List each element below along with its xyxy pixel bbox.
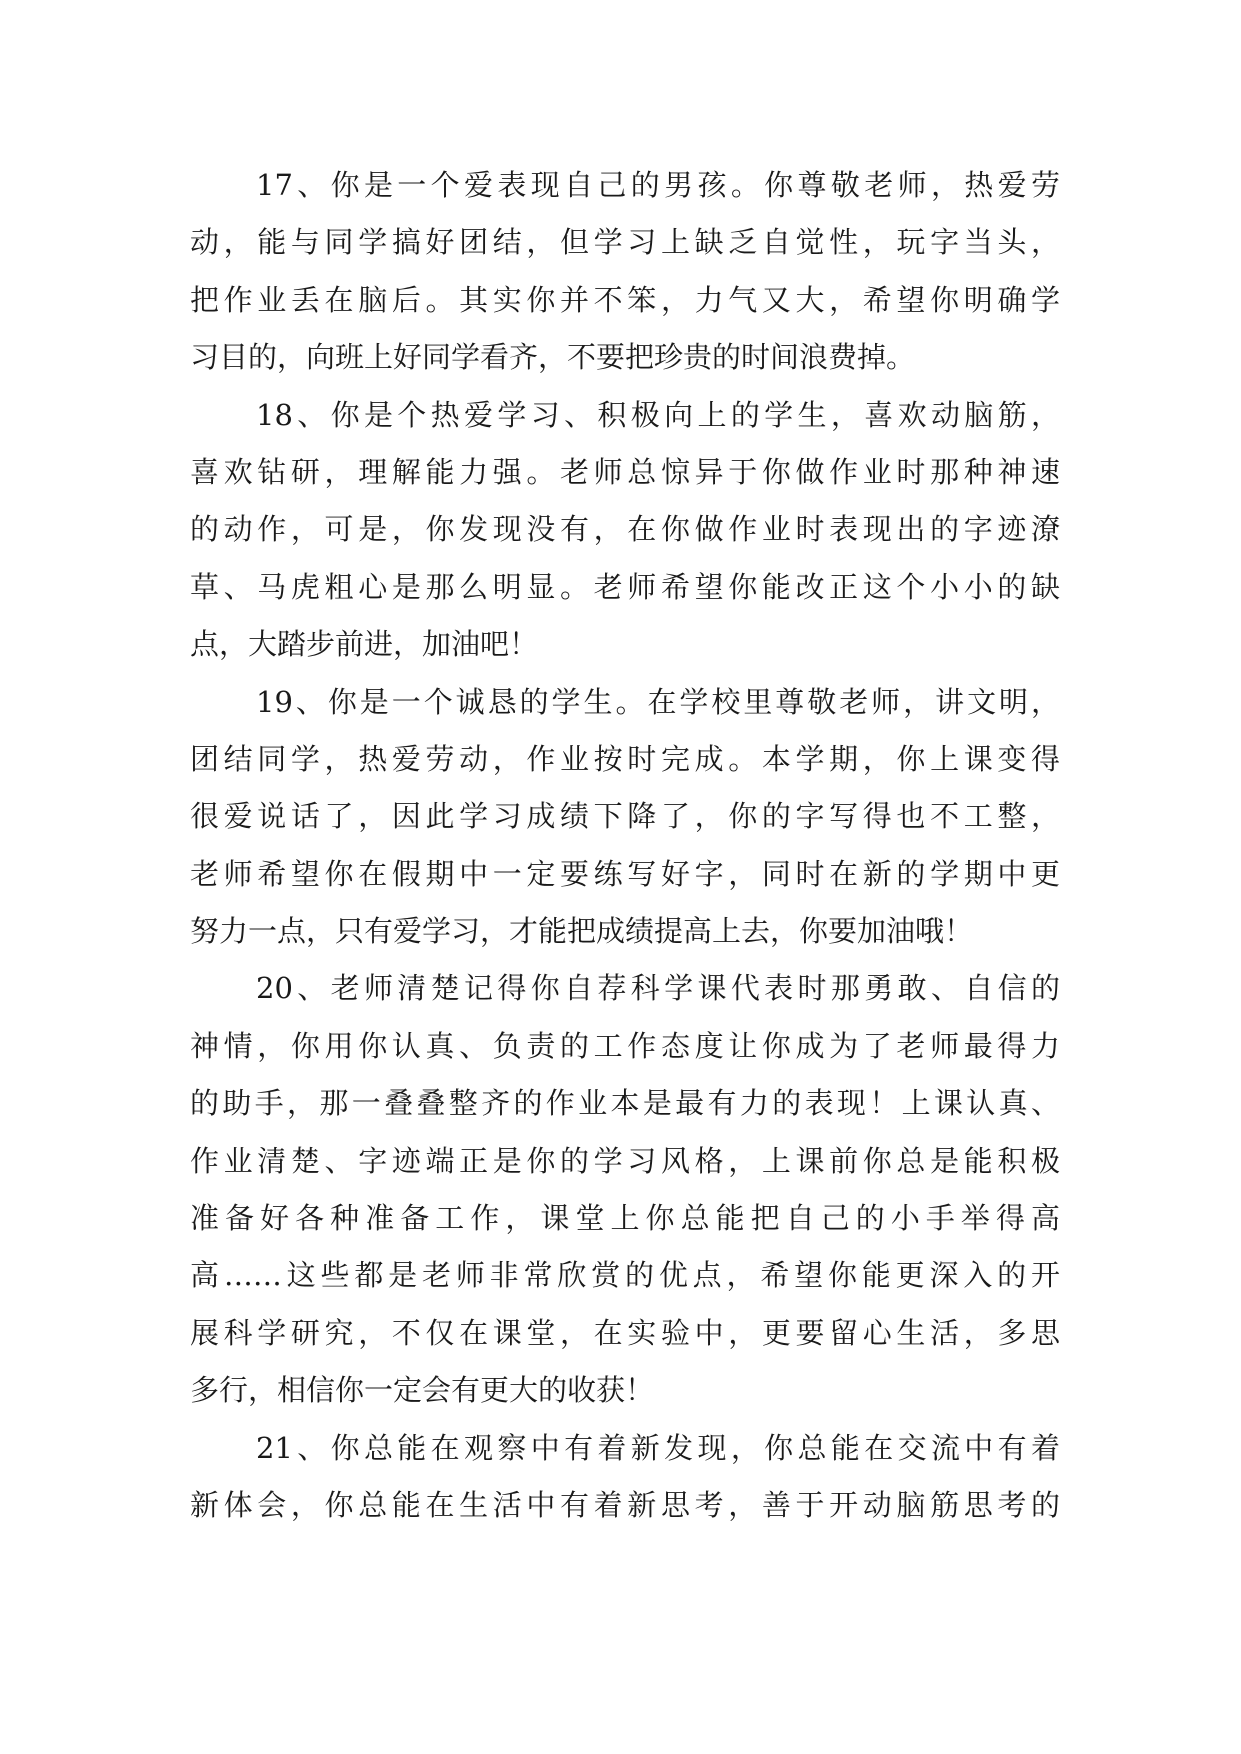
text-line: 神情，你用你认真、负责的工作态度让你成为了老师最得力 — [190, 1028, 1060, 1063]
text-line: 20、老师清楚记得你自荐科学课代表时那勇敢、自信的 — [256, 971, 1060, 1006]
text-line: 作业清楚、字迹端正是你的学习风格，上课前你总是能积极 — [190, 1143, 1060, 1178]
text-line: 喜欢钻研，理解能力强。老师总惊异于你做作业时那种神速 — [190, 454, 1060, 489]
text-line: 准备好各种准备工作，课堂上你总能把自己的小手举得高 — [190, 1201, 1060, 1236]
text-line: 老师希望你在假期中一定要练写好字，同时在新的学期中更 — [190, 856, 1060, 891]
paragraph-17 — [190, 157, 1060, 387]
text-line: 19、你是一个诚恳的学生。在学校里尊敬老师，讲文明， — [256, 684, 1060, 719]
text-line: 展科学研究，不仅在课堂，在实验中，更要留心生活，多思 — [190, 1315, 1060, 1350]
text-line: 的助手，那一叠叠整齐的作业本是最有力的表现！上课认真、 — [190, 1086, 1060, 1121]
document-body — [190, 157, 1060, 1534]
text-line: 习目的，向班上好同学看齐，不要把珍贵的时间浪费掉。 — [190, 340, 916, 375]
text-line: 努力一点，只有爱学习，才能把成绩提高上去，你要加油哦！ — [190, 914, 974, 949]
paragraph-20 — [190, 960, 1060, 1419]
text-line: 草、马虎粗心是那么明显。老师希望你能改正这个小小的缺 — [190, 569, 1060, 604]
text-line: 新体会，你总能在生活中有着新思考，善于开动脑筋思考的 — [190, 1487, 1060, 1522]
paragraph-19 — [190, 674, 1060, 961]
text-line: 17、你是一个爱表现自己的男孩。你尊敬老师，热爱劳 — [256, 168, 1060, 202]
text-line: 点，大踏步前进，加油吧！ — [190, 627, 539, 662]
text-line: 动，能与同学搞好团结，但学习上缺乏自觉性，玩字当头， — [190, 225, 1060, 260]
text-line: 团结同学，热爱劳动，作业按时完成。本学期，你上课变得 — [190, 741, 1060, 776]
text-line: 很爱说话了，因此学习成绩下降了，你的字写得也不工整， — [190, 799, 1060, 834]
paragraph-21 — [190, 1420, 1060, 1535]
text-line: 多行，相信你一定会有更大的收获！ — [190, 1373, 655, 1408]
text-line: 把作业丢在脑后。其实你并不笨，力气又大，希望你明确学 — [190, 282, 1060, 317]
text-line: 21、你总能在观察中有着新发现，你总能在交流中有着 — [256, 1430, 1060, 1465]
paragraph-18 — [190, 387, 1060, 674]
text-line: 18、你是个热爱学习、积极向上的学生，喜欢动脑筋， — [256, 397, 1060, 432]
text-line: 高……这些都是老师非常欣赏的优点，希望你能更深入的开 — [190, 1258, 1060, 1293]
text-line: 的动作，可是，你发现没有，在你做作业时表现出的字迹潦 — [190, 512, 1060, 547]
